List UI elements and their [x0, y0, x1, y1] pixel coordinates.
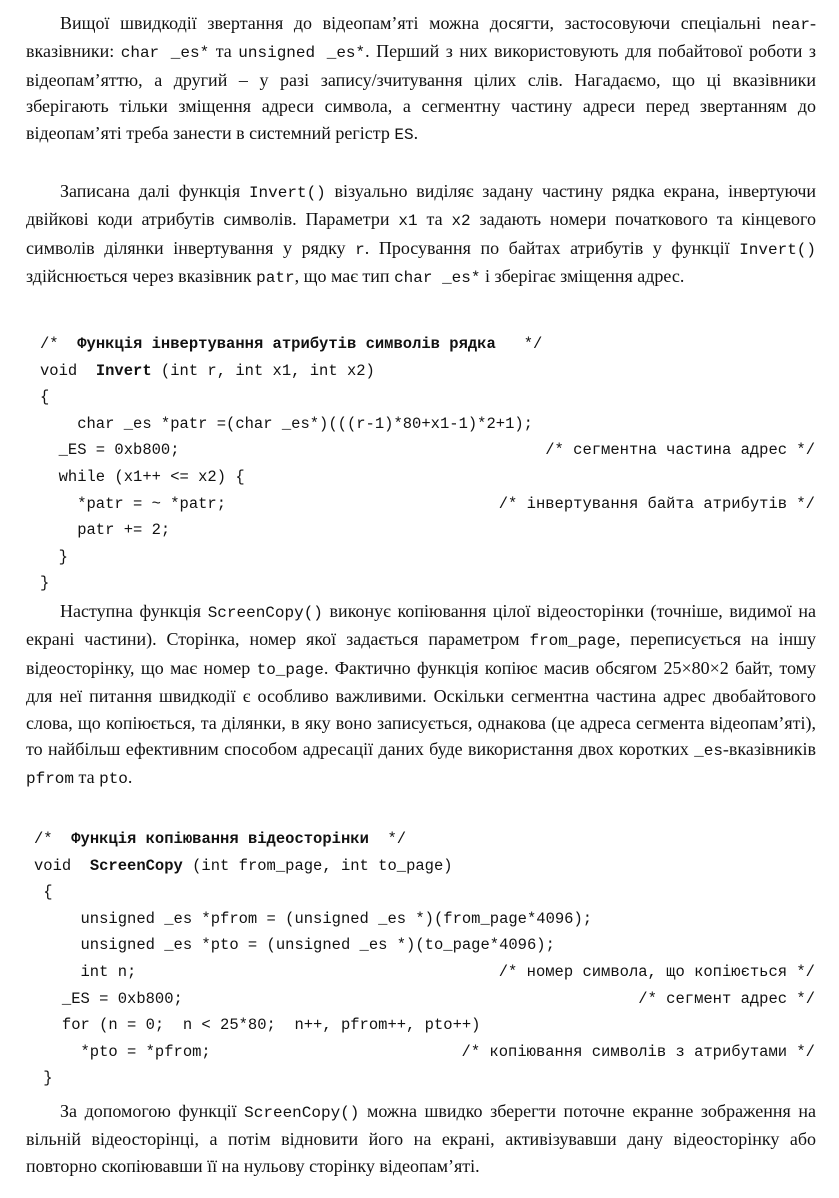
- code-text: (int from_page, int to_page): [182, 856, 453, 875]
- text-run: , що має тип: [294, 266, 395, 287]
- code-comment: /* інвертування байта атрибутів */: [498, 494, 815, 513]
- code-text: */: [495, 335, 543, 353]
- inline-code: ScreenCopy(): [207, 604, 323, 622]
- inline-code: patr: [256, 269, 295, 288]
- inline-code: char _es*: [120, 44, 210, 63]
- code-text: patr += 2;: [40, 521, 171, 540]
- code-text: /*: [34, 830, 72, 848]
- code-line: [34, 826, 815, 853]
- text-run: та: [209, 41, 239, 62]
- code-text: *patr = ~ *patr;: [40, 494, 227, 513]
- code-block-invert: [40, 331, 815, 597]
- code-text: }: [40, 574, 50, 593]
- code-text: while (x1++ <= x2) {: [40, 467, 245, 486]
- paragraph-screencopy-description: [26, 598, 816, 793]
- code-bold-text: Функція інвертування атрибутів символів рядка: [77, 335, 496, 353]
- code-line: [40, 517, 815, 544]
- paragraph-screencopy-usage: [26, 1098, 816, 1179]
- code-bold-text: ScreenCopy: [89, 856, 183, 875]
- code-text: */: [368, 830, 407, 848]
- code-text: }: [34, 1069, 53, 1088]
- code-line: [40, 570, 815, 597]
- code-text: for (n = 0; n < 25*80; n++, pfrom++, pto++): [34, 1016, 481, 1035]
- inline-code: to_page: [256, 660, 324, 679]
- code-text: _ES = 0xb800;: [40, 441, 180, 460]
- code-text: _ES = 0xb800;: [34, 989, 183, 1008]
- code-comment: /* номер символа, що копіюється */: [498, 962, 815, 981]
- code-comment: /* сегмент адрес */: [638, 989, 815, 1008]
- code-line: [40, 544, 815, 571]
- code-line: [40, 464, 815, 491]
- text-run: можна швидко зберегти поточне екранне зображення на вільній відеосторінці, а потім відновити його на екрані, активізувавши дану відеосторінку або повторно скопіювавши її на нульову сторінку відеопам’яті.: [26, 1101, 816, 1176]
- code-line: [34, 986, 815, 1013]
- code-line: [40, 491, 815, 518]
- paragraph-near-pointers: [26, 10, 816, 148]
- text-run: задають номери початкового та кінцевого символів ділянки інвертування у рядку: [26, 209, 816, 258]
- inline-code: near: [771, 16, 810, 34]
- inline-code: r: [355, 240, 365, 259]
- code-line: [40, 384, 815, 411]
- code-line: [34, 932, 815, 959]
- code-line: [34, 879, 815, 906]
- inline-code: ES: [394, 125, 414, 144]
- code-text: int n;: [34, 962, 137, 981]
- code-text: char _es *patr =(char _es*)(((r-1)*80+x1-1)*2+1);: [40, 414, 533, 433]
- code-line: [34, 1012, 815, 1039]
- text-run: За допомогою функції: [60, 1101, 245, 1121]
- code-bold-text: Функція копіювання відеосторінки: [71, 830, 369, 848]
- inline-code: x1: [398, 212, 418, 231]
- code-text: void: [34, 856, 90, 875]
- inline-code: pfrom: [26, 770, 75, 789]
- inline-code: _es: [694, 742, 723, 761]
- code-text: }: [40, 547, 68, 566]
- text-run: . Фактично функція копіює масив обсягом 25×80×2 байт, тому для неї питання швидкодії є особливо важливими. Оскільки сегментна частина адрес двобайтового слова, що копіюється, та ділянки, в яку воно записується, однакова (це адреса сегмента відеопам’яті), то найбільш ефективним способом адресації даних буде використання двох коротких: [26, 657, 816, 760]
- text-run: .: [413, 122, 419, 143]
- paragraph-invert-description: [26, 178, 816, 292]
- text-run: Записана далі функція: [60, 181, 249, 201]
- code-bold-text: Invert: [95, 361, 152, 380]
- text-run: візуально виділяє задану частину рядка екрана, інвертуючи двійкові коди атрибутів символів. Параметри: [26, 181, 817, 230]
- code-text: void: [40, 361, 96, 380]
- inline-code: char _es*: [394, 269, 481, 288]
- code-text: unsigned _es *pto = (unsigned _es *)(to_page*4096);: [34, 936, 555, 955]
- inline-code: from_page: [529, 632, 616, 651]
- text-run: здійснюється через вказівник: [26, 266, 257, 287]
- text-run: Вищої швидкодії звертання до відеопам’яті можна досягти, застосовуючи спеціальні: [60, 13, 772, 33]
- text-run: , переписується на іншу відеосторінку, що має номер: [26, 629, 816, 678]
- code-line: [34, 853, 815, 880]
- inline-code: unsigned _es*: [238, 44, 366, 63]
- inline-code: x2: [451, 212, 471, 231]
- code-line: [40, 331, 815, 358]
- code-line: [34, 959, 815, 986]
- inline-code: Invert(): [248, 184, 326, 202]
- code-line: [34, 1039, 815, 1066]
- code-text: unsigned _es *pfrom = (unsigned _es *)(from_page*4096);: [34, 909, 593, 928]
- text-run: -вказівників: [722, 739, 816, 760]
- inline-code: ScreenCopy(): [244, 1104, 360, 1122]
- code-text: {: [40, 388, 50, 407]
- code-line: [40, 411, 815, 438]
- inline-code: Invert(): [739, 240, 816, 259]
- code-line: [40, 437, 815, 464]
- code-text: (int r, int x1, int x2): [151, 361, 375, 380]
- text-run: виконує копіювання цілої відеосторінки (точніше, видимої на екрані частини). Сторінка, номер якої задається параметром: [26, 601, 816, 650]
- text-run: та: [417, 209, 452, 230]
- code-comment: /* сегментна частина адрес */: [545, 441, 815, 460]
- text-run: та: [74, 767, 100, 788]
- code-line: [34, 1065, 815, 1092]
- text-run: і зберігає зміщення адрес.: [480, 266, 685, 287]
- code-line: [40, 358, 815, 385]
- text-run: Наступна функція: [60, 601, 208, 621]
- code-text: *pto = *pfrom;: [34, 1042, 211, 1061]
- text-run: . Просування по байтах атрибутів у функції: [364, 237, 740, 258]
- code-line: [34, 906, 815, 933]
- code-text: {: [34, 883, 53, 902]
- code-comment: /* копіювання символів з атрибутами */: [461, 1042, 815, 1061]
- code-block-screencopy: [34, 826, 815, 1092]
- text-run: . Перший з них використовують для побайтової роботи з відеопам’яттю, а другий – у разі запису/зчитування цілих слів. Нагадаємо, що ці вказівники зберігають тільки зміщення адреси символа, а сегментну частину адреси перед звертанням до відеопам’яті треба занести в системний регістр: [26, 41, 816, 143]
- inline-code: pto: [99, 770, 128, 789]
- text-run: .: [127, 767, 133, 788]
- text-run: -вказівники:: [26, 13, 816, 62]
- code-text: /*: [40, 335, 78, 353]
